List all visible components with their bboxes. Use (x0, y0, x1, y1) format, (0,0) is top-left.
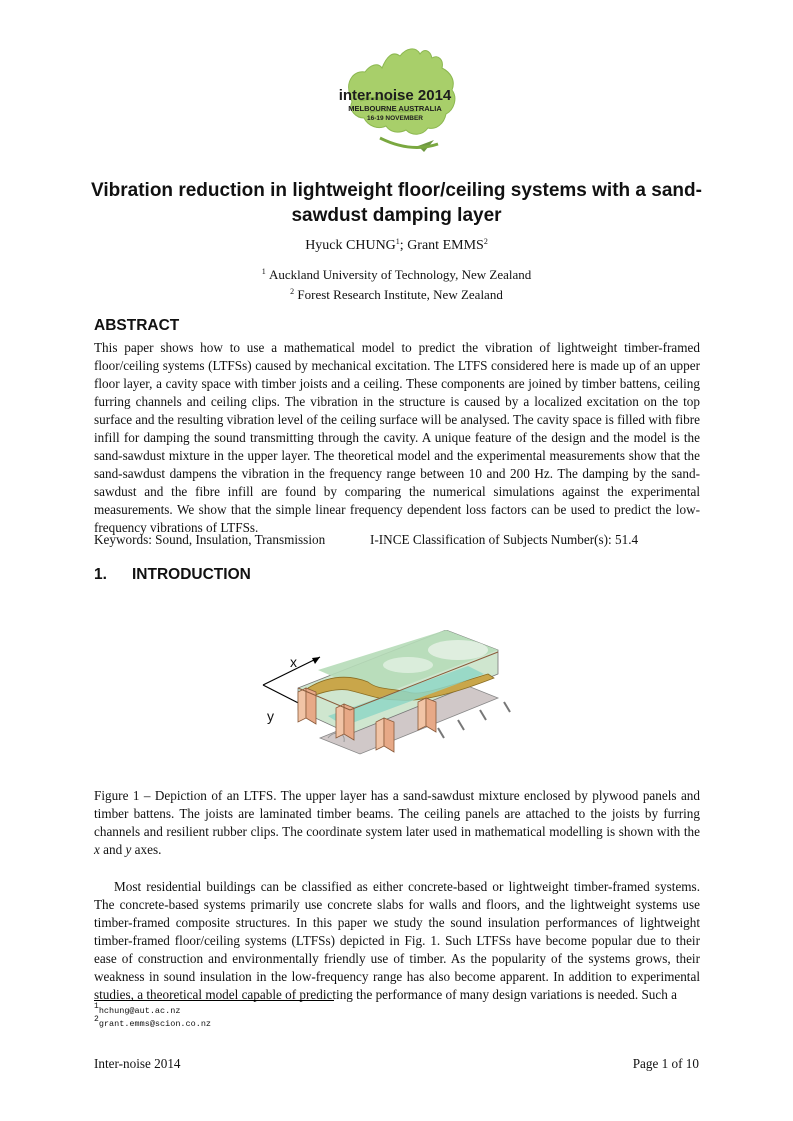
author-line (0, 238, 793, 254)
keywords: Keywords: Sound, Insulation, Transmission (94, 532, 326, 547)
abstract-text: This paper shows how to use a mathematical model to predict the vibration of lightweight timber-framed floor/ceiling systems (LTFSs) caused by mechanical excitation. The LTFS considered here is made up of an upper floor layer, a cavity space with timber joists and a ceiling. These components are joined by timber battens, ceiling furring channels and ceiling clips. The vibration in the structure is caused by a localized excitation on the top surface and the resulting vibration level of the ceiling surface will be analysed. The cavity space is filled with fibre infill for damping the sound transmitting through the cavity. A unique feature of the design and the model is the sand-sawdust mixture in the upper layer. The theoretical model and the experimental measurements show that the sand-sawdust dampens the vibration in the frequency range between 10 and 200 Hz. The damping by the sand-sawdust and the fibre infill are found by comparing the numerical simulations against the experimental measurements. We show that the simple linear frequency dependent loss factors can be used to predict the low-frequency vibrations of LTFSs. (94, 340, 700, 535)
affiliation-1-text: Auckland University of Technology, New Zealand (268, 267, 532, 282)
australia-map-logo (320, 40, 470, 158)
footnote-2-email[interactable]: grant.emms@scion.co.nz (98, 1019, 212, 1029)
affiliation-1-mark: 1 (261, 267, 266, 276)
author-separator: ; (399, 238, 408, 253)
joist-4 (418, 698, 426, 730)
footer-page-number: Page 1 of 10 (632, 1056, 699, 1071)
affiliation-1 (0, 267, 793, 283)
intro-paragraph: Most residential buildings can be classified as either concrete-based or lightweight timber-framed systems. The concrete-based systems primarily use concrete slabs for walls and floors, and the lightweight systems use timber-framed composite structures. In this paper we study the sound insulation performances of lightweight timber-framed floor/ceiling systems (LTFSs) depicted in Fig. 1. Such LTFSs have become popular due to their ease of construction and environmentally friendly use of timber. As the popularity of the systems grows, their weakness in sound insulation in the low-frequency range has also become apparent. In addition to experimental studies, a theoretical model capable of predicting the performance of many design variations is needed. Such a (94, 879, 700, 1002)
section-1-number: 1. (94, 566, 107, 583)
axis-y-label: y (267, 708, 274, 724)
footnote-1 (94, 1002, 181, 1016)
footnote-2 (94, 1015, 212, 1029)
ltfs-diagram (258, 630, 533, 765)
keywords-row (94, 532, 700, 548)
author-2-mark: 2 (483, 237, 488, 246)
affiliation-2-mark: 2 (290, 287, 295, 296)
axis-x-label: x (290, 654, 297, 670)
logo-line1: inter.noise 2014 (338, 87, 452, 104)
footnote-2-mark: 2 (94, 1015, 99, 1024)
author-1-name: Hyuck CHUNG (305, 238, 396, 253)
figure-1 (258, 630, 533, 765)
footnote-1-email[interactable]: hchung@aut.ac.nz (98, 1006, 181, 1016)
logo-line3: 16-19 NOVEMBER (367, 115, 423, 122)
joist-3 (376, 718, 384, 750)
author-1-mark: 1 (395, 237, 400, 246)
logo-line2: MELBOURNE AUSTRALIA (348, 104, 442, 113)
author-2-name: Grant EMMS (407, 238, 484, 253)
section-1-heading: INTRODUCTION (132, 566, 251, 583)
affiliation-2-text: Forest Research Institute, New Zealand (297, 287, 503, 302)
footer-left: Inter-noise 2014 (94, 1056, 181, 1071)
abstract-heading: ABSTRACT (94, 317, 180, 334)
ceiling-clip (458, 720, 464, 730)
affiliation-2 (0, 287, 793, 303)
joist-2 (336, 704, 344, 738)
joist-1 (298, 688, 306, 722)
conference-logo (320, 40, 470, 158)
inec-classification: I-INCE Classification of Subjects Number(s): 51.4 (370, 532, 639, 547)
footnote-1-mark: 1 (94, 1002, 99, 1011)
footnote-rule (94, 1000, 334, 1001)
figure-1-caption: Figure 1 – Depiction of an LTFS. The upper layer has a sand-sawdust mixture enclosed by plywood panels and timber battens. The joists are laminated timber beams. The ceiling panels are attached to the joists by furring channels and resilient rubber clips. The coordinate system later used in mathematical modelling is shown with the x and y axes. (94, 788, 700, 857)
paper-title: Vibration reduction in lightweight floor/ceiling systems with a sand-sawdust damping layer (91, 180, 702, 226)
